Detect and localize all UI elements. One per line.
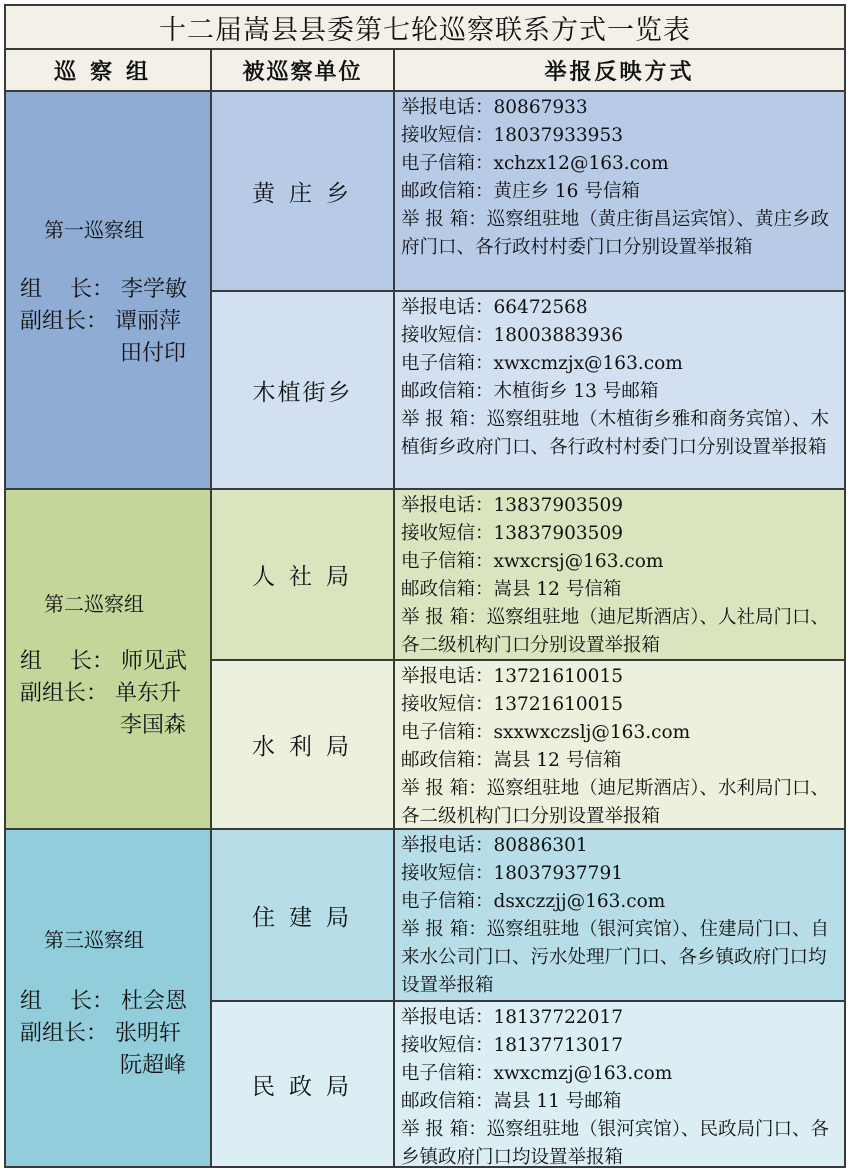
report-box-line: 举 报 箱：巡察组驻地（黄庄街昌运宾馆）、黄庄乡政府门口、各行政村村委门口分别设置举报箱 (401, 209, 830, 258)
mailbox-line: 邮政信箱：嵩县 12 号信箱 (401, 750, 622, 771)
contact-details (395, 1002, 844, 1166)
report-box-line: 举 报 箱：巡察组驻地（银河宾馆）、住建局门口、自来水公司门口、污水处理厂门口、各乡镇政府门口均设置举报箱 (401, 919, 830, 996)
phone-line: 举报电话：80867933 (401, 97, 588, 118)
header-row (4, 50, 846, 92)
unit-row (212, 292, 844, 488)
contact-details (395, 490, 844, 659)
group-1-info (6, 92, 212, 488)
group-1-deputy: 副组长： 谭丽萍 (20, 309, 181, 334)
unit-row (212, 92, 844, 292)
header-group: 巡察组 (6, 50, 212, 90)
group-3-name: 第三巡察组 (44, 928, 144, 952)
unit-row (212, 830, 844, 1002)
email-line: 电子信箱：xchzx12@163.com (401, 153, 669, 174)
group-3-deputy: 副组长： 张明轩 (20, 1021, 181, 1046)
unit-name: 木植街乡 (212, 292, 395, 488)
group-3-deputy-2: 阮超峰 (120, 1053, 187, 1078)
sms-line: 接收短信：13837903509 (401, 523, 623, 544)
phone-line: 举报电话：13721610015 (401, 666, 623, 687)
group-3-info (6, 830, 212, 1166)
email-line: 电子信箱：sxxwxczslj@163.com (401, 722, 691, 743)
phone-line: 举报电话：80886301 (401, 835, 588, 856)
email-line: 电子信箱：xwxcrsj@163.com (401, 551, 664, 572)
mailbox-line: 邮政信箱：嵩县 12 号信箱 (401, 579, 622, 600)
group-3-section (4, 830, 846, 1168)
header-unit: 被巡察单位 (212, 50, 395, 90)
contact-details (395, 661, 844, 828)
contact-details (395, 92, 844, 290)
mailbox-line: 邮政信箱：黄庄乡 16 号信箱 (401, 181, 640, 202)
unit-row (212, 661, 844, 828)
sms-line: 接收短信：13721610015 (401, 694, 623, 715)
report-box-line: 举 报 箱：巡察组驻地（迪尼斯酒店）、水利局门口、各二级机构门口分别设置举报箱 (401, 778, 830, 827)
unit-row (212, 490, 844, 661)
report-box-line: 举 报 箱：巡察组驻地（迪尼斯酒店）、人社局门口、各二级机构门口分别设置举报箱 (401, 607, 830, 656)
group-2-deputy-2: 李国森 (120, 713, 187, 738)
unit-row (212, 1002, 844, 1166)
group-3-leader: 组 长： 杜会恩 (20, 989, 187, 1014)
unit-name: 住建局 (212, 830, 395, 1000)
mailbox-line: 邮政信箱：木植街乡 13 号邮箱 (401, 381, 659, 402)
group-2-deputy: 副组长： 单东升 (20, 681, 181, 706)
report-box-line: 举 报 箱：巡察组驻地（银河宾馆）、民政局门口、各乡镇政府门口均设置举报箱 (401, 1119, 830, 1166)
group-1-leader: 组 长： 李学敏 (20, 277, 187, 302)
contact-details (395, 292, 844, 488)
unit-name: 民政局 (212, 1002, 395, 1166)
phone-line: 举报电话：66472568 (401, 297, 588, 318)
phone-line: 举报电话：18137722017 (401, 1007, 623, 1028)
group-2-leader: 组 长： 师见武 (20, 649, 187, 674)
group-2-name: 第二巡察组 (44, 592, 144, 616)
header-method: 举报反映方式 (544, 59, 695, 85)
group-1-name: 第一巡察组 (44, 218, 144, 242)
unit-name: 人社局 (212, 490, 395, 659)
contact-table (4, 4, 846, 1168)
email-line: 电子信箱：xwxcmzjx@163.com (401, 353, 683, 374)
phone-line: 举报电话：13837903509 (401, 495, 623, 516)
contact-details (395, 830, 844, 1000)
sms-line: 接收短信：18037933953 (401, 125, 623, 146)
table-title: 十二届嵩县县委第七轮巡察联系方式一览表 (4, 4, 846, 50)
unit-name: 水利局 (212, 661, 395, 828)
group-1-deputy-2: 田付印 (120, 341, 187, 366)
unit-name: 黄庄乡 (212, 92, 395, 290)
email-line: 电子信箱：dsxczzjj@163.com (401, 891, 666, 912)
email-line: 电子信箱：xwxcmzj@163.com (401, 1063, 673, 1084)
sms-line: 接收短信：18037937791 (401, 863, 623, 884)
sms-line: 接收短信：18137713017 (401, 1035, 623, 1056)
group-2-info (6, 490, 212, 828)
report-box-line: 举 报 箱：巡察组驻地（木植街乡雅和商务宾馆）、木植街乡政府门口、各行政村村委门口分别设置举报箱 (401, 409, 830, 458)
mailbox-line: 邮政信箱：嵩县 11 号邮箱 (401, 1091, 622, 1112)
sms-line: 接收短信：18003883936 (401, 325, 623, 346)
group-2-section (4, 490, 846, 830)
group-1-section (4, 92, 846, 490)
